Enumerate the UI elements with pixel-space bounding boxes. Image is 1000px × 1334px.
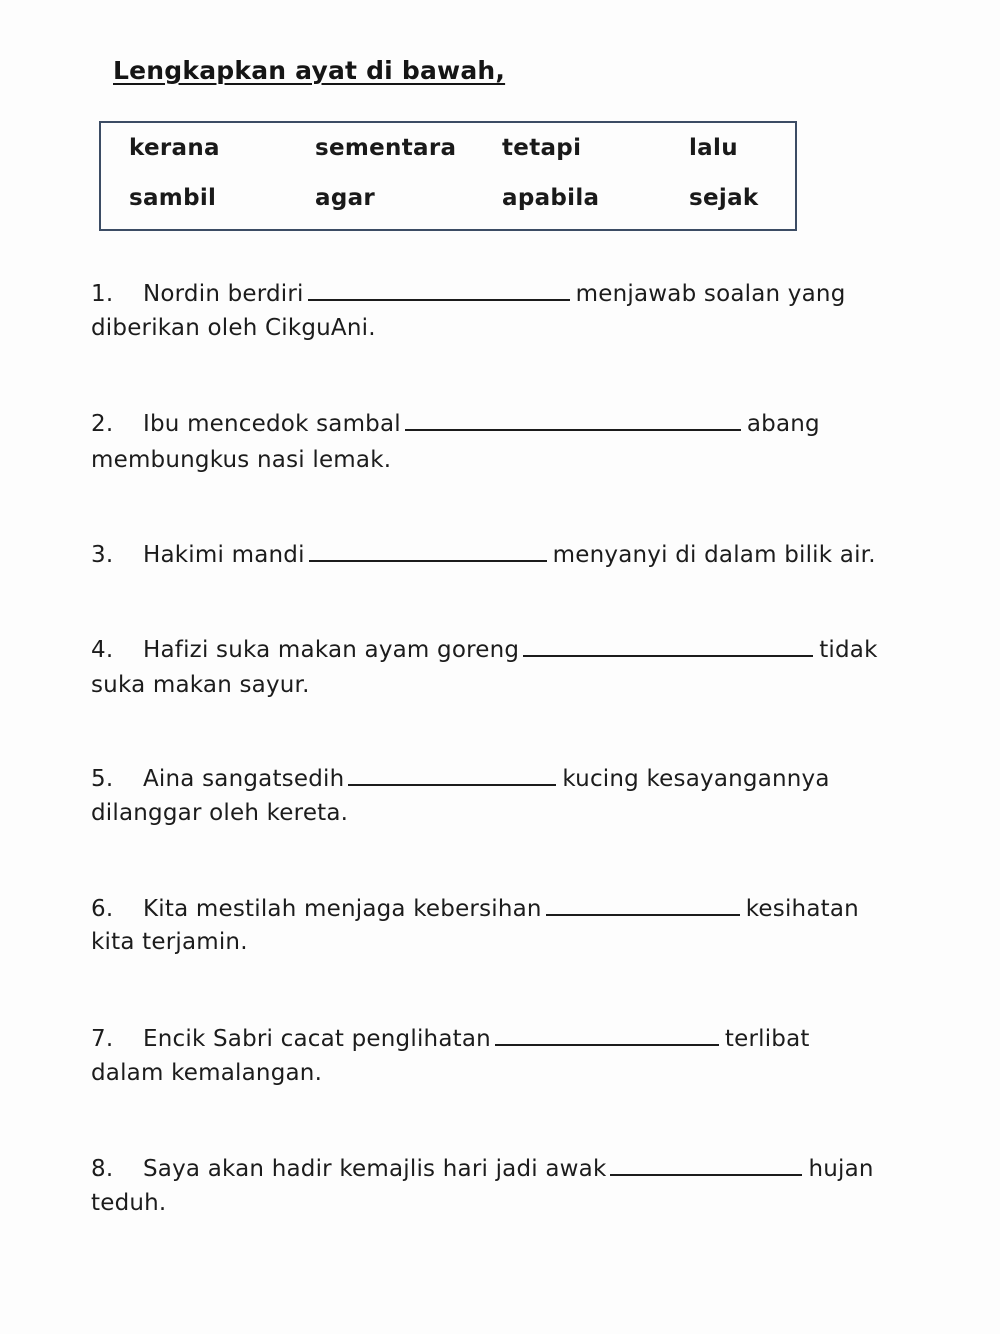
question-number: 4. bbox=[91, 637, 114, 663]
question-5-continuation: dilanggar oleh kereta. bbox=[91, 800, 349, 826]
answer-blank[interactable] bbox=[523, 637, 813, 657]
word-bank-item: agar bbox=[315, 185, 376, 211]
answer-blank[interactable] bbox=[610, 1156, 802, 1176]
question-1-continuation: diberikan oleh CikguAni. bbox=[91, 315, 376, 341]
question-7-continuation: dalam kemalangan. bbox=[91, 1060, 323, 1086]
question-number: 7. bbox=[91, 1026, 114, 1052]
question-number: 6. bbox=[91, 896, 114, 922]
word-bank-item: tetapi bbox=[502, 135, 582, 161]
word-bank-box bbox=[99, 121, 797, 231]
word-bank-item: sejak bbox=[689, 185, 759, 211]
question-text-before: Hakimi mandi bbox=[143, 542, 305, 568]
question-6 bbox=[91, 896, 859, 922]
question-6-continuation: kita terjamin. bbox=[91, 929, 248, 955]
question-text-before: Encik Sabri cacat penglihatan bbox=[143, 1026, 491, 1052]
word-bank-item: lalu bbox=[689, 135, 738, 161]
question-4-continuation: suka makan sayur. bbox=[91, 672, 310, 698]
answer-blank[interactable] bbox=[405, 411, 741, 431]
question-text-after: terlibat bbox=[724, 1026, 810, 1052]
question-text-before: Saya akan hadir kemajlis hari jadi awak bbox=[143, 1156, 607, 1182]
question-text-after: menjawab soalan yang bbox=[575, 281, 846, 307]
page-title: Lengkapkan ayat di bawah, bbox=[113, 56, 506, 85]
question-2 bbox=[91, 411, 820, 437]
question-3 bbox=[91, 542, 876, 568]
question-number: 2. bbox=[91, 411, 114, 437]
question-text-before: Nordin berdiri bbox=[143, 281, 304, 307]
question-number: 8. bbox=[91, 1156, 114, 1182]
answer-blank[interactable] bbox=[309, 542, 547, 562]
question-text-after: abang bbox=[746, 411, 820, 437]
question-2-continuation: membungkus nasi lemak. bbox=[91, 447, 392, 473]
question-text-before: Kita mestilah menjaga kebersihan bbox=[143, 896, 542, 922]
question-5 bbox=[91, 766, 830, 792]
answer-blank[interactable] bbox=[495, 1026, 719, 1046]
word-bank-item: sambil bbox=[129, 185, 217, 211]
question-text-after: tidak bbox=[819, 637, 878, 663]
question-text-after: kucing kesayangannya bbox=[562, 766, 830, 792]
question-text-before: Aina sangatsedih bbox=[143, 766, 345, 792]
word-bank-item: kerana bbox=[129, 135, 220, 161]
question-number: 1. bbox=[91, 281, 114, 307]
word-bank-item: sementara bbox=[315, 135, 457, 161]
question-8-continuation: teduh. bbox=[91, 1190, 167, 1216]
question-7 bbox=[91, 1026, 810, 1052]
question-4 bbox=[91, 637, 878, 663]
answer-blank[interactable] bbox=[546, 896, 740, 916]
question-text-after: hujan bbox=[808, 1156, 874, 1182]
question-8 bbox=[91, 1156, 874, 1182]
answer-blank[interactable] bbox=[348, 766, 556, 786]
question-number: 5. bbox=[91, 766, 114, 792]
question-text-before: Hafizi suka makan ayam goreng bbox=[143, 637, 520, 663]
question-text-after: menyanyi di dalam bilik air. bbox=[552, 542, 876, 568]
question-text-after: kesihatan bbox=[745, 896, 859, 922]
answer-blank[interactable] bbox=[308, 281, 570, 301]
question-number: 3. bbox=[91, 542, 114, 568]
question-text-before: Ibu mencedok sambal bbox=[143, 411, 401, 437]
word-bank-item: apabila bbox=[502, 185, 600, 211]
question-1 bbox=[91, 281, 846, 307]
